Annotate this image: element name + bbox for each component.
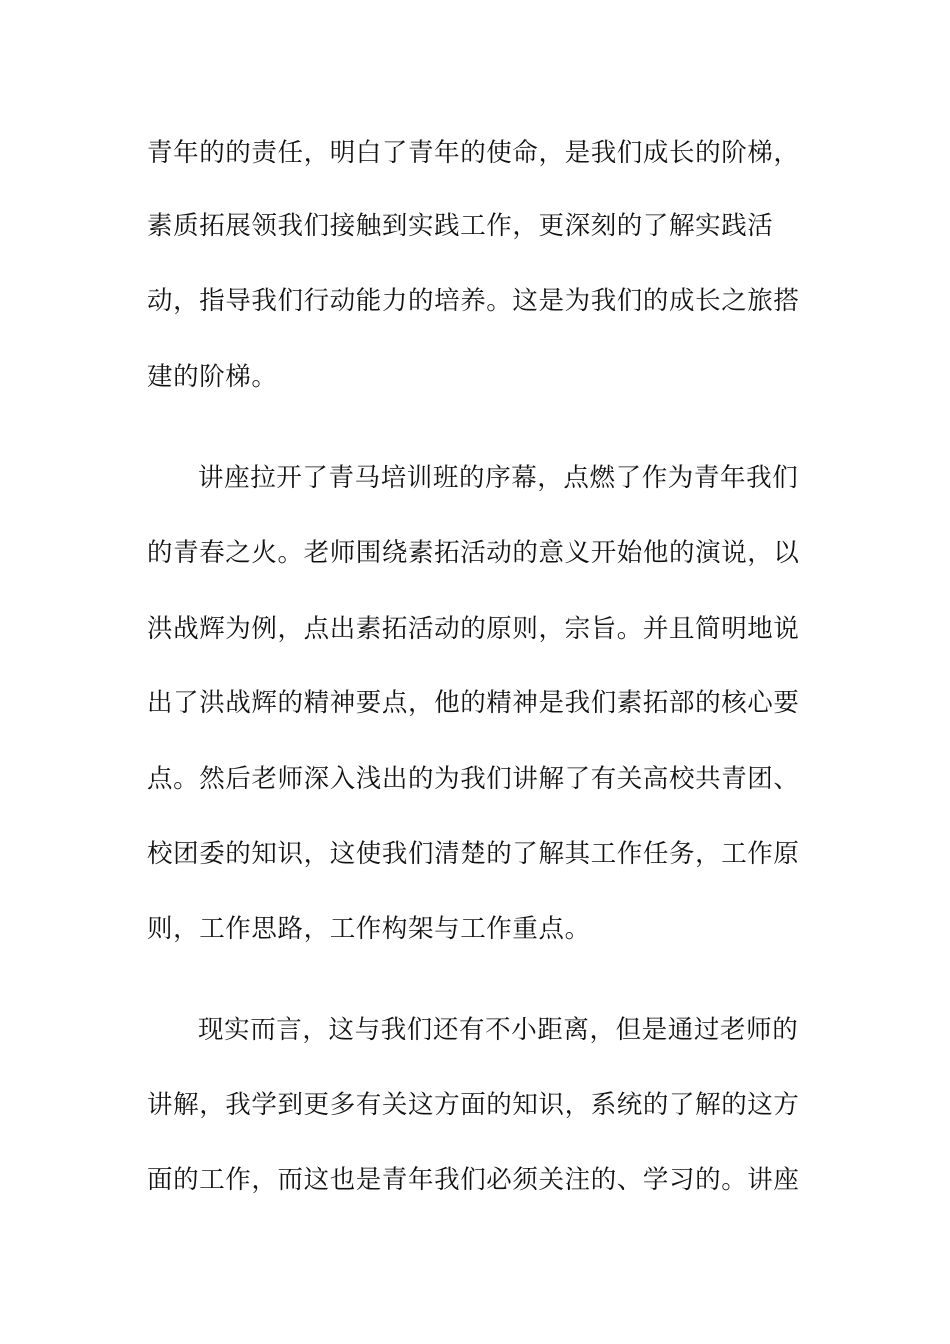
text-line: 出了洪战辉的精神要点，他的精神是我们素拓部的核心要: [147, 688, 800, 718]
text-line: 讲解，我学到更多有关这方面的知识，系统的了解的这方: [147, 1090, 800, 1120]
paragraph-first-line: 讲座拉开了青马培训班的序幕，点燃了作为青年我们: [198, 463, 799, 493]
text-line: 面的工作，而这也是青年我们必须关注的、学习的。讲座: [147, 1165, 800, 1195]
paragraph-first-line: 现实而言，这与我们还有不小距离，但是通过老师的: [198, 1015, 799, 1045]
text-line: 校团委的知识，这使我们清楚的了解其工作任务，工作原: [147, 839, 800, 869]
text-line: 洪战辉为例，点出素拓活动的原则，宗旨。并且简明地说: [147, 614, 800, 644]
text-line: 点。然后老师深入浅出的为我们讲解了有关高校共青团、: [147, 764, 800, 794]
text-line: 的青春之火。老师围绕素拓活动的意义开始他的演说，以: [147, 538, 800, 568]
text-line: 动，指导我们行动能力的培养。这是为我们的成长之旅搭: [147, 286, 800, 316]
text-line: 建的阶梯。: [147, 362, 278, 392]
text-line: 则，工作思路，工作构架与工作重点。: [147, 914, 591, 944]
text-line: 青年的的责任，明白了青年的使命，是我们成长的阶梯，: [147, 138, 800, 168]
text-line: 素质拓展领我们接触到实践工作，更深刻的了解实践活: [147, 211, 774, 241]
